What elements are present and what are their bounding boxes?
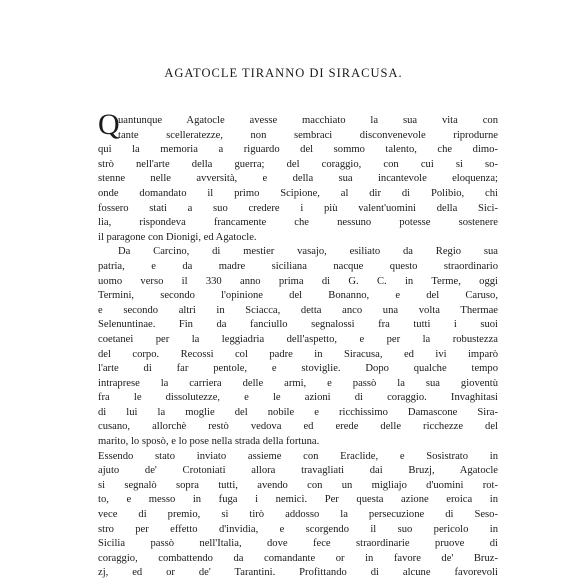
text-line: uantunque Agatocle avesse macchiato la sua vita con xyxy=(118,115,498,126)
text-line: il paragone con Dionigi, ed Agatocle. xyxy=(98,231,257,243)
text-line: lia, rispondeva francamente che nessuno potesse sostenere xyxy=(98,217,498,229)
text-line: stenne nelle avversità, e della sua incantevole eloquenza; xyxy=(98,173,498,185)
text-line: intraprese la carriera delle armi, e passò la sua gioventù xyxy=(98,377,498,389)
text-line: onde domandato il primo Scipione, al dir di Polibio, chi xyxy=(98,187,498,199)
page-title: AGATOCLE TIRANNO DI SIRACUSA. xyxy=(164,66,403,80)
body-text xyxy=(98,108,498,581)
text-line: stro per effetto d'invidia, e scorgendo il suo pericolo in xyxy=(98,523,498,535)
text-line: strò nell'arte della guerra; del coraggio, con cui si so- xyxy=(98,158,498,170)
text-line: fossero stati a suo credere i più valent'uomini della Sici- xyxy=(98,202,498,214)
text-line: e secondo altri in Sciacca, detta anco una volta Thermae xyxy=(98,304,498,316)
text-line: Da Carcino, di mestier vasajo, esiliato da Regio sua xyxy=(118,246,498,258)
text-line: si segnalò sopra tutti, avendo con un migliajo d'uomini rot- xyxy=(98,479,498,491)
text-line: coetanei per la leggiadria dell'aspetto, e per la robustezza xyxy=(98,333,498,345)
text-line: Essendo stato inviato assieme con Eraclide, e Sosistrato in xyxy=(98,450,498,462)
text-line: cusano, allorchè restò vedova ed erede delle ricchezze del xyxy=(98,421,498,433)
drop-cap: Q xyxy=(98,108,120,141)
text-line: Selenuntinae. Fin da fanciullo segnalossi fra tutti i suoi xyxy=(98,319,498,331)
text-line: zj, ed or de' Tarantini. Profittando di alcune favorevoli xyxy=(98,567,498,579)
text-line: uomo verso il 330 anno prima di G. C. in Terme, oggi xyxy=(98,275,498,287)
text-line: fra le dissolutezze, e le azioni di coraggio. Invaghitasi xyxy=(98,392,498,404)
text-line: di lui la moglie del nobile e ricchissimo Damascone Sira- xyxy=(98,406,498,418)
text-line: Termini, secondo l'opinione del Bonanno, e del Caruso, xyxy=(98,290,498,302)
text-line: del corpo. Recossi col padre in Siracusa, ed ivi imparò xyxy=(98,348,498,360)
text-line: to, e messo in fuga i nemici. Per questa azione eroica in xyxy=(98,494,498,506)
text-line: l'arte di far pentole, e stoviglie. Dopo qualche tempo xyxy=(98,363,498,375)
text-line: qui la memoria a riguardo del sommo talento, che dimo- xyxy=(98,144,498,156)
text-line: coraggio, combattendo da comandante or in favore de' Bruz- xyxy=(98,552,498,564)
text-line: vece di premio, si tirò addosso la persecuzione di Seso- xyxy=(98,509,498,521)
text-line: ajuto de' Crotoniati allora travagliati dai Bruzj, Agatocle xyxy=(98,465,498,477)
text-line: tante scelleratezze, non sembraci disconvenevole riprodurne xyxy=(118,129,498,141)
text-line: patria, e da madre siciliana nacque questo straordinario xyxy=(98,260,498,272)
text-line: marito, lo sposò, e lo pose nella strada della fortuna. xyxy=(98,436,320,448)
text-line: Sicilia passò nell'Italia, dove fece straordinarie pruove di xyxy=(98,538,498,550)
